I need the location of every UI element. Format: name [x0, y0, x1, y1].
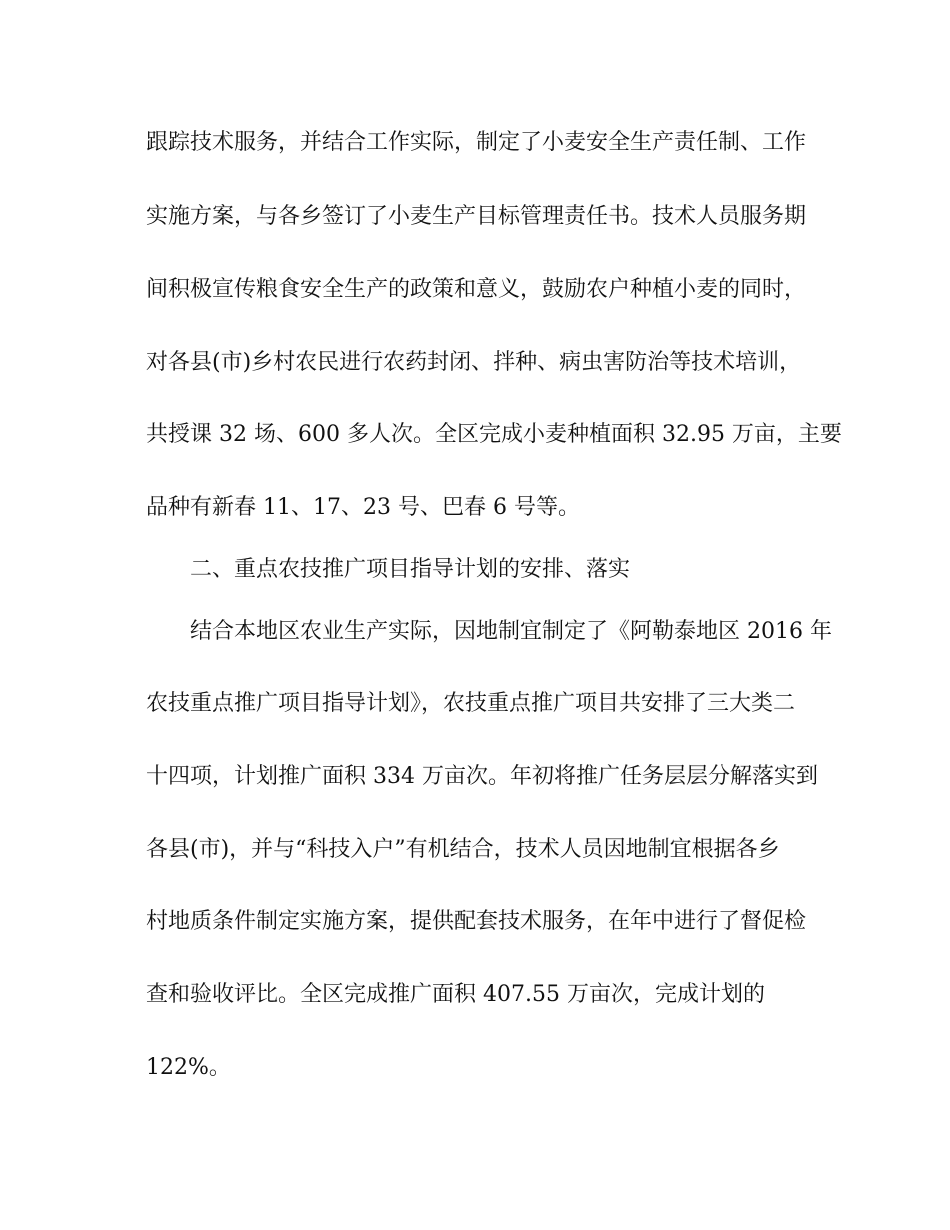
paragraph-line: 结合本地区农业生产实际，因地制宜制定了《阿勒泰地区 2016 年: [190, 619, 832, 644]
paragraph-line: 对各县(市)乡村农民进行农药封闭、拌种、病虫害防治等技术培训，: [146, 350, 802, 375]
paragraph-line: 各县(市)，并与“科技入户”有机结合，技术人员因地制宜根据各乡: [146, 837, 780, 862]
paragraph-line: 共授课 32 场、600 多人次。全区完成小麦种植面积 32.95 万亩，主要: [146, 422, 842, 447]
paragraph-line: 十四项，计划推广面积 334 万亩次。年初将推广任务层层分解落实到: [146, 764, 818, 789]
paragraph-line: 农技重点推广项目指导计划》，农技重点推广项目共安排了三大类二: [146, 691, 796, 716]
paragraph-line: 122%。: [146, 1055, 231, 1080]
section-heading: 二、重点农技推广项目指导计划的安排、落实: [190, 557, 631, 582]
paragraph-line: 间积极宣传粮食安全生产的政策和意义，鼓励农户种植小麦的同时，: [146, 277, 807, 302]
paragraph-line: 品种有新春 11、17、23 号、巴春 6 号等。: [146, 495, 580, 520]
paragraph-line: 实施方案，与各乡签订了小麦生产目标管理责任书。技术人员服务期: [146, 204, 807, 229]
paragraph-line: 跟踪技术服务，并结合工作实际，制定了小麦安全生产责任制、工作: [146, 130, 807, 155]
paragraph-line: 村地质条件制定实施方案，提供配套技术服务，在年中进行了督促检: [146, 909, 807, 934]
paragraph-line: 查和验收评比。全区完成推广面积 407.55 万亩次，完成计划的: [146, 982, 765, 1007]
